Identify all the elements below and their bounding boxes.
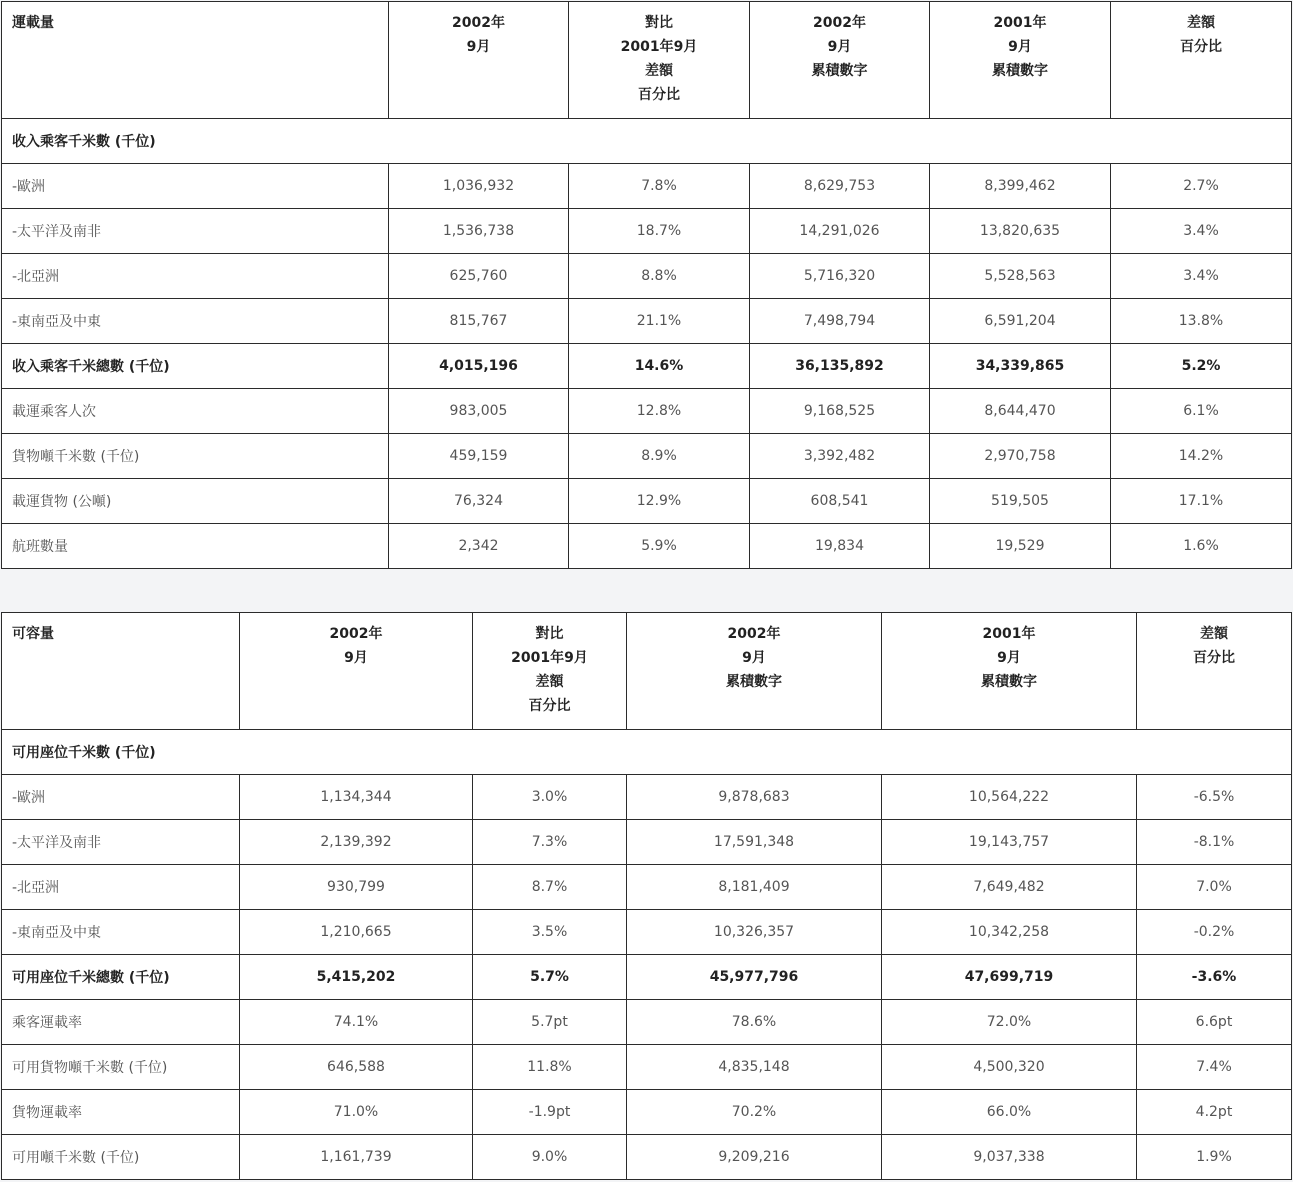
table-cell: 10,564,222 [882,775,1137,820]
column-header: 2001年 9月 累積數字 [930,2,1111,119]
traffic-table-title: 運載量 [2,2,389,119]
row-label: -歐洲 [2,775,240,820]
traffic-section-row [2,119,1292,164]
table-row [2,775,1292,820]
table-cell: 1.6% [1111,524,1292,569]
table-cell: 5.9% [569,524,750,569]
capacity-table-title: 可容量 [2,613,240,730]
row-label: 收入乘客千米總數 (千位) [2,344,389,389]
table-cell: 8.8% [569,254,750,299]
table-cell: 9,878,683 [627,775,882,820]
row-label: 貨物噸千米數 (千位) [2,434,389,479]
table-cell: -1.9pt [473,1090,627,1135]
table-row [2,865,1292,910]
table-cell: 1,210,665 [240,910,473,955]
traffic-table-body [2,2,1292,569]
table-cell: 5,415,202 [240,955,473,1000]
table-cell: 19,529 [930,524,1111,569]
table-cell: 4.2pt [1137,1090,1292,1135]
table-cell: 5,716,320 [750,254,930,299]
table-cell: 34,339,865 [930,344,1111,389]
table-cell: -6.5% [1137,775,1292,820]
row-label: 貨物運載率 [2,1090,240,1135]
table-cell: 646,588 [240,1045,473,1090]
table-cell: 19,834 [750,524,930,569]
table-cell: 72.0% [882,1000,1137,1045]
table-cell: 608,541 [750,479,930,524]
table-cell: 2,139,392 [240,820,473,865]
traffic-table [1,1,1292,569]
table-cell: 3.4% [1111,254,1292,299]
table-cell: 14,291,026 [750,209,930,254]
row-label: 乘客運載率 [2,1000,240,1045]
section-label: 收入乘客千米數 (千位) [2,119,1292,164]
table-cell: 19,143,757 [882,820,1137,865]
table-cell: 13,820,635 [930,209,1111,254]
row-label: -歐洲 [2,164,389,209]
table-cell: 36,135,892 [750,344,930,389]
table-row [2,164,1292,209]
capacity-table [1,612,1292,1180]
row-label: -東南亞及中東 [2,910,240,955]
table-cell: 1,036,932 [389,164,569,209]
capacity-table-body [2,613,1292,1180]
table-cell: 7.4% [1137,1045,1292,1090]
table-row [2,479,1292,524]
table-cell: 6,591,204 [930,299,1111,344]
table-cell: 4,500,320 [882,1045,1137,1090]
table-cell: 9,209,216 [627,1135,882,1180]
row-label: 可用噸千米數 (千位) [2,1135,240,1180]
table-cell: 1,536,738 [389,209,569,254]
table-cell: 18.7% [569,209,750,254]
table-cell: 625,760 [389,254,569,299]
column-header: 對比 2001年9月 差額 百分比 [569,2,750,119]
table-cell: 74.1% [240,1000,473,1045]
table-cell: 12.9% [569,479,750,524]
table-cell: 8,644,470 [930,389,1111,434]
row-label: 載運乘客人次 [2,389,389,434]
row-label: -北亞洲 [2,865,240,910]
column-header: 2001年 9月 累積數字 [882,613,1137,730]
table-cell: -8.1% [1137,820,1292,865]
table-cell: 7.8% [569,164,750,209]
table-cell: 1.9% [1137,1135,1292,1180]
table-row [2,820,1292,865]
table-cell: 76,324 [389,479,569,524]
table-cell: 8.9% [569,434,750,479]
table-cell: 459,159 [389,434,569,479]
row-label: 載運貨物 (公噸) [2,479,389,524]
table-row [2,1090,1292,1135]
table-cell: 815,767 [389,299,569,344]
column-header: 2002年 9月 [240,613,473,730]
table-cell: -3.6% [1137,955,1292,1000]
table-cell: 47,699,719 [882,955,1137,1000]
capacity-section-row [2,730,1292,775]
table-row [2,344,1292,389]
table-cell: 14.2% [1111,434,1292,479]
table-cell: 9,168,525 [750,389,930,434]
table-cell: 8,629,753 [750,164,930,209]
table-cell: 70.2% [627,1090,882,1135]
column-header: 差額 百分比 [1111,2,1292,119]
table-cell: 1,161,739 [240,1135,473,1180]
row-label: -太平洋及南非 [2,820,240,865]
row-label: 航班數量 [2,524,389,569]
table-row [2,209,1292,254]
table-cell: 71.0% [240,1090,473,1135]
table-cell: 12.8% [569,389,750,434]
table-cell: 66.0% [882,1090,1137,1135]
table-cell: 5.7pt [473,1000,627,1045]
row-label: -北亞洲 [2,254,389,299]
table-cell: 17,591,348 [627,820,882,865]
table-row [2,434,1292,479]
table-row [2,389,1292,434]
table-cell: 3.0% [473,775,627,820]
section-label: 可用座位千米數 (千位) [2,730,1292,775]
table-cell: 10,342,258 [882,910,1137,955]
table-cell: -0.2% [1137,910,1292,955]
table-row [2,1045,1292,1090]
table-cell: 2,342 [389,524,569,569]
table-cell: 983,005 [389,389,569,434]
table-cell: 7,498,794 [750,299,930,344]
table-row [2,254,1292,299]
table-cell: 6.1% [1111,389,1292,434]
table-cell: 13.8% [1111,299,1292,344]
table-cell: 7.3% [473,820,627,865]
table-cell: 519,505 [930,479,1111,524]
table-cell: 930,799 [240,865,473,910]
table-row [2,1000,1292,1045]
table-cell: 9,037,338 [882,1135,1137,1180]
column-header: 2002年 9月 累積數字 [750,2,930,119]
table-cell: 10,326,357 [627,910,882,955]
table-row [2,524,1292,569]
table-cell: 8,399,462 [930,164,1111,209]
column-header: 差額 百分比 [1137,613,1292,730]
table-cell: 9.0% [473,1135,627,1180]
table-cell: 4,015,196 [389,344,569,389]
row-label: 可用貨物噸千米數 (千位) [2,1045,240,1090]
table-cell: 7,649,482 [882,865,1137,910]
traffic-header-row [2,2,1292,119]
column-header: 2002年 9月 [389,2,569,119]
table-cell: 2,970,758 [930,434,1111,479]
table-cell: 8.7% [473,865,627,910]
table-cell: 78.6% [627,1000,882,1045]
table-cell: 1,134,344 [240,775,473,820]
table-cell: 45,977,796 [627,955,882,1000]
table-cell: 17.1% [1111,479,1292,524]
table-cell: 7.0% [1137,865,1292,910]
table-cell: 3,392,482 [750,434,930,479]
capacity-header-row [2,613,1292,730]
table-row [2,955,1292,1000]
table-cell: 6.6pt [1137,1000,1292,1045]
table-cell: 3.5% [473,910,627,955]
table-cell: 5,528,563 [930,254,1111,299]
table-cell: 4,835,148 [627,1045,882,1090]
row-label: -太平洋及南非 [2,209,389,254]
table-cell: 5.7% [473,955,627,1000]
table-cell: 21.1% [569,299,750,344]
table-cell: 11.8% [473,1045,627,1090]
column-header: 對比 2001年9月 差額 百分比 [473,613,627,730]
table-cell: 3.4% [1111,209,1292,254]
row-label: -東南亞及中東 [2,299,389,344]
table-row [2,1135,1292,1180]
table-cell: 2.7% [1111,164,1292,209]
column-header: 2002年 9月 累積數字 [627,613,882,730]
table-cell: 8,181,409 [627,865,882,910]
table-cell: 14.6% [569,344,750,389]
table-row [2,299,1292,344]
row-label: 可用座位千米總數 (千位) [2,955,240,1000]
table-cell: 5.2% [1111,344,1292,389]
table-row [2,910,1292,955]
